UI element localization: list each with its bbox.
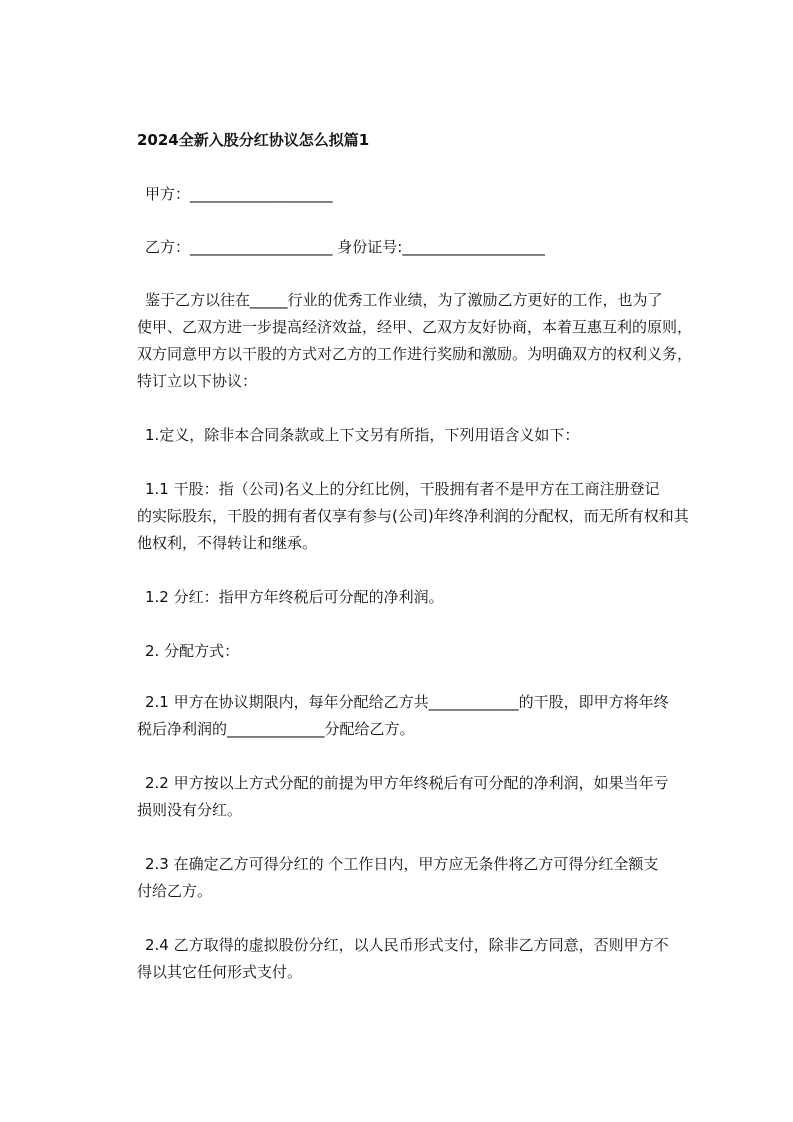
- clause-2-4-line: 得以其它任何形式支付。: [137, 963, 303, 981]
- preamble-line: 双方同意甲方以干股的方式对乙方的工作进行奖励和激励。为明确双方的权利义务，: [137, 345, 693, 363]
- preamble-line: 特订立以下协议：: [137, 372, 258, 390]
- clause-1-heading: 1.定义，除非本合同条款或上下文另有所指，下列用语含义如下：: [145, 426, 580, 444]
- clause-2-2-line: 2.2 甲方按以上方式分配的前提为甲方年终税后有可分配的净利润，如果当年亏: [145, 774, 669, 792]
- preamble-line: 使甲、乙双方进一步提高经济效益，经甲、乙双方友好协商，本着互惠互利的原则，: [137, 318, 693, 336]
- clause-2-2-line: 损则没有分红。: [137, 801, 243, 819]
- clause-2-3-line: 付给乙方。: [137, 882, 213, 900]
- clause-2-4-line: 2.4 乙方取得的虚拟股份分红，以人民币形式支付，除非乙方同意，否则甲方不: [145, 936, 669, 954]
- clause-1-2: 1.2 分红：指甲方年终税后可分配的净利润。: [145, 588, 444, 606]
- clause-2-heading: 2. 分配方式：: [145, 642, 240, 660]
- party-a-line: 甲方：___________________: [145, 185, 333, 203]
- document-title: 2024全新入股分红协议怎么拟篇1: [137, 131, 370, 149]
- clause-1-1-line: 他权利，不得转让和继承。: [137, 534, 318, 552]
- clause-1-1-line: 1.1 干股：指（公司)名义上的分红比例，干股拥有者不是甲方在工商注册登记: [145, 480, 660, 498]
- party-b-line: 乙方：___________________ 身份证号:___________________: [145, 238, 545, 256]
- clause-1-1-line: 的实际股东，干股的拥有者仅享有参与(公司)年终净利润的分配权，而无所有权和其: [137, 507, 689, 525]
- preamble-line: 鉴于乙方以往在_____行业的优秀工作业绩，为了激励乙方更好的工作，也为了: [145, 291, 663, 309]
- clause-2-3-line: 2.3 在确定乙方可得分红的 个工作日内，甲方应无条件将乙方可得分红全额支: [145, 855, 659, 873]
- clause-2-1-line: 税后净利润的_____________分配给乙方。: [137, 720, 415, 738]
- clause-2-1-line: 2.1 甲方在协议期限内，每年分配给乙方共____________的干股，即甲方将年终: [145, 693, 669, 711]
